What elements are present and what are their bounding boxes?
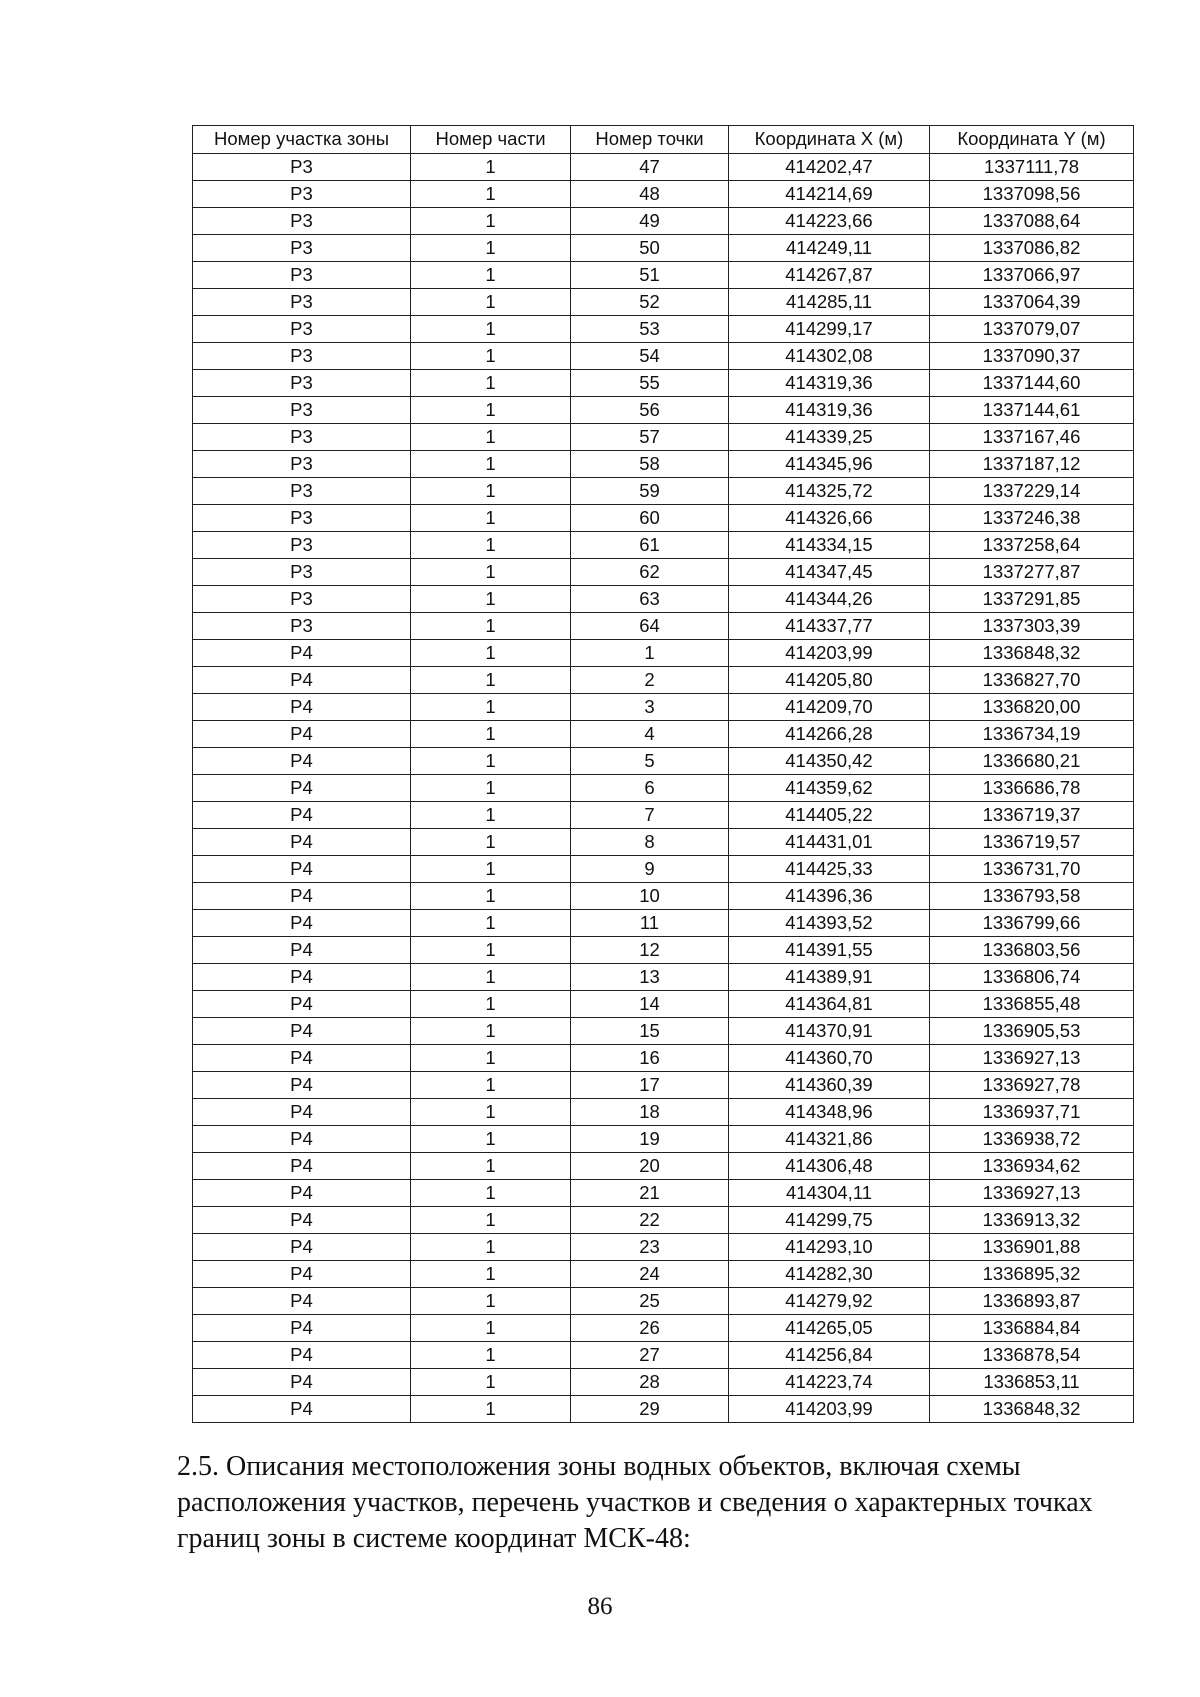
cell-zone-section: Р4 xyxy=(193,856,411,883)
cell-part-number: 1 xyxy=(411,1153,571,1180)
cell-point-number: 2 xyxy=(571,667,729,694)
cell-coordinate-x: 414249,11 xyxy=(729,235,930,262)
table-row xyxy=(193,1315,1134,1342)
cell-part-number: 1 xyxy=(411,1234,571,1261)
cell-part-number: 1 xyxy=(411,721,571,748)
cell-part-number: 1 xyxy=(411,613,571,640)
cell-zone-section: Р4 xyxy=(193,1045,411,1072)
cell-coordinate-x: 414319,36 xyxy=(729,370,930,397)
cell-point-number: 24 xyxy=(571,1261,729,1288)
cell-point-number: 61 xyxy=(571,532,729,559)
cell-zone-section: Р4 xyxy=(193,1234,411,1261)
cell-part-number: 1 xyxy=(411,1342,571,1369)
table-row xyxy=(193,289,1134,316)
table-row xyxy=(193,1099,1134,1126)
cell-point-number: 3 xyxy=(571,694,729,721)
cell-coordinate-x: 414319,36 xyxy=(729,397,930,424)
table-row xyxy=(193,1018,1134,1045)
cell-coordinate-x: 414344,26 xyxy=(729,586,930,613)
cell-coordinate-x: 414266,28 xyxy=(729,721,930,748)
cell-zone-section: Р3 xyxy=(193,154,411,181)
table-row xyxy=(193,748,1134,775)
cell-point-number: 25 xyxy=(571,1288,729,1315)
cell-coordinate-y: 1336934,62 xyxy=(930,1153,1134,1180)
cell-zone-section: Р4 xyxy=(193,748,411,775)
cell-coordinate-x: 414279,92 xyxy=(729,1288,930,1315)
cell-coordinate-x: 414321,86 xyxy=(729,1126,930,1153)
cell-coordinate-y: 1336884,84 xyxy=(930,1315,1134,1342)
cell-coordinate-y: 1337258,64 xyxy=(930,532,1134,559)
cell-coordinate-y: 1337064,39 xyxy=(930,289,1134,316)
cell-coordinate-x: 414209,70 xyxy=(729,694,930,721)
cell-part-number: 1 xyxy=(411,694,571,721)
cell-coordinate-x: 414337,77 xyxy=(729,613,930,640)
cell-zone-section: Р3 xyxy=(193,289,411,316)
cell-point-number: 57 xyxy=(571,424,729,451)
cell-zone-section: Р4 xyxy=(193,1315,411,1342)
cell-part-number: 1 xyxy=(411,424,571,451)
cell-part-number: 1 xyxy=(411,505,571,532)
cell-coordinate-y: 1336895,32 xyxy=(930,1261,1134,1288)
header-point-number: Номер точки xyxy=(571,126,729,154)
table-row xyxy=(193,613,1134,640)
cell-zone-section: Р4 xyxy=(193,1099,411,1126)
cell-zone-section: Р4 xyxy=(193,1126,411,1153)
table-row xyxy=(193,424,1134,451)
cell-point-number: 19 xyxy=(571,1126,729,1153)
cell-zone-section: Р4 xyxy=(193,1396,411,1423)
cell-zone-section: Р3 xyxy=(193,559,411,586)
table-row xyxy=(193,154,1134,181)
cell-zone-section: Р4 xyxy=(193,883,411,910)
cell-part-number: 1 xyxy=(411,1018,571,1045)
cell-point-number: 49 xyxy=(571,208,729,235)
cell-point-number: 4 xyxy=(571,721,729,748)
cell-point-number: 14 xyxy=(571,991,729,1018)
cell-coordinate-y: 1336680,21 xyxy=(930,748,1134,775)
cell-coordinate-y: 1336806,74 xyxy=(930,964,1134,991)
table-row xyxy=(193,1342,1134,1369)
cell-coordinate-x: 414364,81 xyxy=(729,991,930,1018)
cell-point-number: 11 xyxy=(571,910,729,937)
cell-part-number: 1 xyxy=(411,208,571,235)
cell-part-number: 1 xyxy=(411,586,571,613)
cell-coordinate-x: 414360,70 xyxy=(729,1045,930,1072)
cell-point-number: 56 xyxy=(571,397,729,424)
cell-coordinate-x: 414359,62 xyxy=(729,775,930,802)
cell-part-number: 1 xyxy=(411,154,571,181)
cell-point-number: 55 xyxy=(571,370,729,397)
cell-point-number: 27 xyxy=(571,1342,729,1369)
table-row xyxy=(193,586,1134,613)
cell-coordinate-y: 1337111,78 xyxy=(930,154,1134,181)
header-zone-section-number: Номер участка зоны xyxy=(193,126,411,154)
table-row xyxy=(193,1045,1134,1072)
cell-coordinate-x: 414345,96 xyxy=(729,451,930,478)
cell-coordinate-x: 414302,08 xyxy=(729,343,930,370)
cell-part-number: 1 xyxy=(411,289,571,316)
cell-coordinate-x: 414304,11 xyxy=(729,1180,930,1207)
cell-coordinate-x: 414299,17 xyxy=(729,316,930,343)
table-row xyxy=(193,667,1134,694)
cell-point-number: 22 xyxy=(571,1207,729,1234)
cell-coordinate-y: 1337144,60 xyxy=(930,370,1134,397)
cell-coordinate-x: 414285,11 xyxy=(729,289,930,316)
cell-coordinate-y: 1336686,78 xyxy=(930,775,1134,802)
cell-zone-section: Р3 xyxy=(193,343,411,370)
cell-zone-section: Р3 xyxy=(193,478,411,505)
table-row xyxy=(193,1072,1134,1099)
cell-coordinate-y: 1336820,00 xyxy=(930,694,1134,721)
cell-point-number: 15 xyxy=(571,1018,729,1045)
cell-coordinate-x: 414203,99 xyxy=(729,1396,930,1423)
cell-coordinate-y: 1336793,58 xyxy=(930,883,1134,910)
cell-zone-section: Р3 xyxy=(193,262,411,289)
cell-point-number: 10 xyxy=(571,883,729,910)
cell-coordinate-x: 414347,45 xyxy=(729,559,930,586)
cell-coordinate-x: 414202,47 xyxy=(729,154,930,181)
cell-coordinate-y: 1337086,82 xyxy=(930,235,1134,262)
cell-part-number: 1 xyxy=(411,1396,571,1423)
table-row xyxy=(193,829,1134,856)
cell-coordinate-x: 414265,05 xyxy=(729,1315,930,1342)
table-row xyxy=(193,559,1134,586)
cell-coordinate-x: 414431,01 xyxy=(729,829,930,856)
cell-zone-section: Р4 xyxy=(193,1072,411,1099)
cell-zone-section: Р3 xyxy=(193,451,411,478)
cell-coordinate-x: 414370,91 xyxy=(729,1018,930,1045)
cell-coordinate-x: 414405,22 xyxy=(729,802,930,829)
cell-coordinate-y: 1337144,61 xyxy=(930,397,1134,424)
cell-part-number: 1 xyxy=(411,316,571,343)
cell-zone-section: Р4 xyxy=(193,694,411,721)
table-row xyxy=(193,1261,1134,1288)
cell-coordinate-y: 1336937,71 xyxy=(930,1099,1134,1126)
cell-zone-section: Р4 xyxy=(193,964,411,991)
table-row xyxy=(193,451,1134,478)
table-row xyxy=(193,964,1134,991)
cell-coordinate-y: 1337303,39 xyxy=(930,613,1134,640)
cell-point-number: 12 xyxy=(571,937,729,964)
cell-coordinate-y: 1336855,48 xyxy=(930,991,1134,1018)
header-part-number: Номер части xyxy=(411,126,571,154)
cell-coordinate-x: 414393,52 xyxy=(729,910,930,937)
cell-coordinate-y: 1337187,12 xyxy=(930,451,1134,478)
cell-point-number: 16 xyxy=(571,1045,729,1072)
cell-zone-section: Р4 xyxy=(193,1261,411,1288)
cell-part-number: 1 xyxy=(411,262,571,289)
coordinates-table xyxy=(192,125,1134,1423)
cell-coordinate-x: 414267,87 xyxy=(729,262,930,289)
cell-zone-section: Р4 xyxy=(193,1288,411,1315)
cell-point-number: 7 xyxy=(571,802,729,829)
cell-coordinate-x: 414326,66 xyxy=(729,505,930,532)
cell-coordinate-y: 1336927,13 xyxy=(930,1045,1134,1072)
cell-coordinate-y: 1336734,19 xyxy=(930,721,1134,748)
cell-coordinate-y: 1337246,38 xyxy=(930,505,1134,532)
cell-point-number: 28 xyxy=(571,1369,729,1396)
cell-zone-section: Р4 xyxy=(193,1342,411,1369)
cell-part-number: 1 xyxy=(411,964,571,991)
cell-coordinate-x: 414339,25 xyxy=(729,424,930,451)
table-row xyxy=(193,1180,1134,1207)
cell-part-number: 1 xyxy=(411,235,571,262)
cell-coordinate-x: 414360,39 xyxy=(729,1072,930,1099)
cell-zone-section: Р4 xyxy=(193,937,411,964)
cell-point-number: 47 xyxy=(571,154,729,181)
cell-zone-section: Р3 xyxy=(193,505,411,532)
cell-point-number: 9 xyxy=(571,856,729,883)
cell-zone-section: Р4 xyxy=(193,667,411,694)
table-row xyxy=(193,1207,1134,1234)
cell-point-number: 60 xyxy=(571,505,729,532)
cell-part-number: 1 xyxy=(411,451,571,478)
table-row xyxy=(193,721,1134,748)
cell-point-number: 23 xyxy=(571,1234,729,1261)
cell-part-number: 1 xyxy=(411,775,571,802)
cell-part-number: 1 xyxy=(411,748,571,775)
cell-coordinate-x: 414425,33 xyxy=(729,856,930,883)
cell-coordinate-x: 414205,80 xyxy=(729,667,930,694)
cell-part-number: 1 xyxy=(411,1045,571,1072)
table-row xyxy=(193,856,1134,883)
cell-zone-section: Р3 xyxy=(193,370,411,397)
cell-part-number: 1 xyxy=(411,559,571,586)
cell-coordinate-y: 1336803,56 xyxy=(930,937,1134,964)
cell-zone-section: Р4 xyxy=(193,1153,411,1180)
table-row xyxy=(193,910,1134,937)
cell-point-number: 20 xyxy=(571,1153,729,1180)
cell-coordinate-y: 1336827,70 xyxy=(930,667,1134,694)
cell-zone-section: Р4 xyxy=(193,910,411,937)
cell-part-number: 1 xyxy=(411,991,571,1018)
table-row xyxy=(193,208,1134,235)
table-row xyxy=(193,262,1134,289)
cell-coordinate-y: 1336848,32 xyxy=(930,1396,1134,1423)
cell-coordinate-x: 414350,42 xyxy=(729,748,930,775)
cell-zone-section: Р3 xyxy=(193,397,411,424)
cell-coordinate-y: 1337167,46 xyxy=(930,424,1134,451)
cell-point-number: 54 xyxy=(571,343,729,370)
cell-part-number: 1 xyxy=(411,937,571,964)
table-row xyxy=(193,532,1134,559)
table-row xyxy=(193,1126,1134,1153)
table-row xyxy=(193,937,1134,964)
cell-part-number: 1 xyxy=(411,1207,571,1234)
cell-zone-section: Р4 xyxy=(193,1180,411,1207)
cell-part-number: 1 xyxy=(411,910,571,937)
cell-coordinate-y: 1337079,07 xyxy=(930,316,1134,343)
cell-part-number: 1 xyxy=(411,397,571,424)
cell-coordinate-y: 1336853,11 xyxy=(930,1369,1134,1396)
table-body xyxy=(193,154,1134,1423)
cell-part-number: 1 xyxy=(411,478,571,505)
cell-coordinate-x: 414334,15 xyxy=(729,532,930,559)
cell-coordinate-x: 414391,55 xyxy=(729,937,930,964)
cell-point-number: 63 xyxy=(571,586,729,613)
cell-part-number: 1 xyxy=(411,343,571,370)
table-row xyxy=(193,505,1134,532)
table-row xyxy=(193,1288,1134,1315)
cell-zone-section: Р3 xyxy=(193,208,411,235)
cell-zone-section: Р3 xyxy=(193,181,411,208)
cell-coordinate-y: 1337277,87 xyxy=(930,559,1134,586)
cell-point-number: 64 xyxy=(571,613,729,640)
cell-part-number: 1 xyxy=(411,1099,571,1126)
cell-zone-section: Р4 xyxy=(193,775,411,802)
cell-point-number: 29 xyxy=(571,1396,729,1423)
cell-point-number: 53 xyxy=(571,316,729,343)
table-row xyxy=(193,802,1134,829)
cell-coordinate-x: 414293,10 xyxy=(729,1234,930,1261)
cell-zone-section: Р3 xyxy=(193,235,411,262)
cell-coordinate-x: 414203,99 xyxy=(729,640,930,667)
cell-part-number: 1 xyxy=(411,802,571,829)
cell-coordinate-x: 414389,91 xyxy=(729,964,930,991)
cell-point-number: 13 xyxy=(571,964,729,991)
cell-coordinate-x: 414348,96 xyxy=(729,1099,930,1126)
cell-zone-section: Р4 xyxy=(193,829,411,856)
table-row xyxy=(193,478,1134,505)
cell-part-number: 1 xyxy=(411,181,571,208)
table-row xyxy=(193,1234,1134,1261)
cell-point-number: 62 xyxy=(571,559,729,586)
cell-coordinate-y: 1337088,64 xyxy=(930,208,1134,235)
cell-zone-section: Р3 xyxy=(193,532,411,559)
table-row xyxy=(193,1153,1134,1180)
cell-part-number: 1 xyxy=(411,667,571,694)
header-coordinate-y: Координата Y (м) xyxy=(930,126,1134,154)
cell-coordinate-x: 414325,72 xyxy=(729,478,930,505)
cell-part-number: 1 xyxy=(411,1261,571,1288)
cell-zone-section: Р4 xyxy=(193,721,411,748)
cell-part-number: 1 xyxy=(411,856,571,883)
cell-coordinate-y: 1336719,37 xyxy=(930,802,1134,829)
cell-part-number: 1 xyxy=(411,1180,571,1207)
table-row xyxy=(193,370,1134,397)
cell-zone-section: Р3 xyxy=(193,586,411,613)
cell-zone-section: Р4 xyxy=(193,802,411,829)
cell-zone-section: Р3 xyxy=(193,613,411,640)
cell-coordinate-y: 1336799,66 xyxy=(930,910,1134,937)
cell-coordinate-x: 414256,84 xyxy=(729,1342,930,1369)
cell-coordinate-y: 1336719,57 xyxy=(930,829,1134,856)
cell-point-number: 51 xyxy=(571,262,729,289)
cell-coordinate-y: 1336938,72 xyxy=(930,1126,1134,1153)
table-row xyxy=(193,181,1134,208)
header-coordinate-x: Координата X (м) xyxy=(729,126,930,154)
cell-point-number: 50 xyxy=(571,235,729,262)
cell-part-number: 1 xyxy=(411,829,571,856)
table-row xyxy=(193,1369,1134,1396)
cell-part-number: 1 xyxy=(411,532,571,559)
cell-zone-section: Р4 xyxy=(193,640,411,667)
cell-zone-section: Р3 xyxy=(193,316,411,343)
cell-point-number: 52 xyxy=(571,289,729,316)
cell-coordinate-y: 1337090,37 xyxy=(930,343,1134,370)
cell-point-number: 58 xyxy=(571,451,729,478)
table-row xyxy=(193,343,1134,370)
table-row xyxy=(193,991,1134,1018)
table-row xyxy=(193,775,1134,802)
cell-coordinate-x: 414396,36 xyxy=(729,883,930,910)
cell-coordinate-y: 1337098,56 xyxy=(930,181,1134,208)
table-row xyxy=(193,883,1134,910)
cell-coordinate-y: 1336893,87 xyxy=(930,1288,1134,1315)
cell-coordinate-x: 414282,30 xyxy=(729,1261,930,1288)
cell-coordinate-x: 414214,69 xyxy=(729,181,930,208)
table-row xyxy=(193,397,1134,424)
cell-coordinate-y: 1336901,88 xyxy=(930,1234,1134,1261)
cell-point-number: 18 xyxy=(571,1099,729,1126)
cell-part-number: 1 xyxy=(411,1315,571,1342)
table-row xyxy=(193,1396,1134,1423)
cell-coordinate-y: 1337291,85 xyxy=(930,586,1134,613)
table-row xyxy=(193,640,1134,667)
cell-point-number: 26 xyxy=(571,1315,729,1342)
cell-point-number: 17 xyxy=(571,1072,729,1099)
cell-zone-section: Р3 xyxy=(193,424,411,451)
cell-coordinate-y: 1336878,54 xyxy=(930,1342,1134,1369)
cell-part-number: 1 xyxy=(411,640,571,667)
cell-part-number: 1 xyxy=(411,883,571,910)
cell-point-number: 48 xyxy=(571,181,729,208)
cell-part-number: 1 xyxy=(411,1369,571,1396)
cell-point-number: 59 xyxy=(571,478,729,505)
cell-coordinate-y: 1336905,53 xyxy=(930,1018,1134,1045)
table-row xyxy=(193,316,1134,343)
cell-coordinate-x: 414299,75 xyxy=(729,1207,930,1234)
cell-point-number: 21 xyxy=(571,1180,729,1207)
section-heading: 2.5. Описания местоположения зоны водных объектов, включая схемы расположения участков, перечень участков и сведения о характерных точках границ зоны в системе координат МСК-48: xyxy=(177,1451,1093,1554)
cell-coordinate-y: 1337229,14 xyxy=(930,478,1134,505)
cell-coordinate-y: 1336913,32 xyxy=(930,1207,1134,1234)
cell-coordinate-y: 1336731,70 xyxy=(930,856,1134,883)
table-row xyxy=(193,235,1134,262)
cell-zone-section: Р4 xyxy=(193,1018,411,1045)
table-row xyxy=(193,694,1134,721)
cell-point-number: 6 xyxy=(571,775,729,802)
cell-coordinate-y: 1336848,32 xyxy=(930,640,1134,667)
cell-part-number: 1 xyxy=(411,1072,571,1099)
cell-coordinate-y: 1337066,97 xyxy=(930,262,1134,289)
page-number: 86 xyxy=(587,1593,613,1620)
cell-point-number: 5 xyxy=(571,748,729,775)
cell-point-number: 1 xyxy=(571,640,729,667)
cell-part-number: 1 xyxy=(411,370,571,397)
cell-point-number: 8 xyxy=(571,829,729,856)
table-header-row xyxy=(193,126,1134,154)
cell-coordinate-y: 1336927,78 xyxy=(930,1072,1134,1099)
cell-coordinate-x: 414306,48 xyxy=(729,1153,930,1180)
cell-part-number: 1 xyxy=(411,1126,571,1153)
cell-zone-section: Р4 xyxy=(193,1369,411,1396)
cell-zone-section: Р4 xyxy=(193,1207,411,1234)
cell-coordinate-y: 1336927,13 xyxy=(930,1180,1134,1207)
cell-zone-section: Р4 xyxy=(193,991,411,1018)
cell-coordinate-x: 414223,66 xyxy=(729,208,930,235)
cell-coordinate-x: 414223,74 xyxy=(729,1369,930,1396)
cell-part-number: 1 xyxy=(411,1288,571,1315)
